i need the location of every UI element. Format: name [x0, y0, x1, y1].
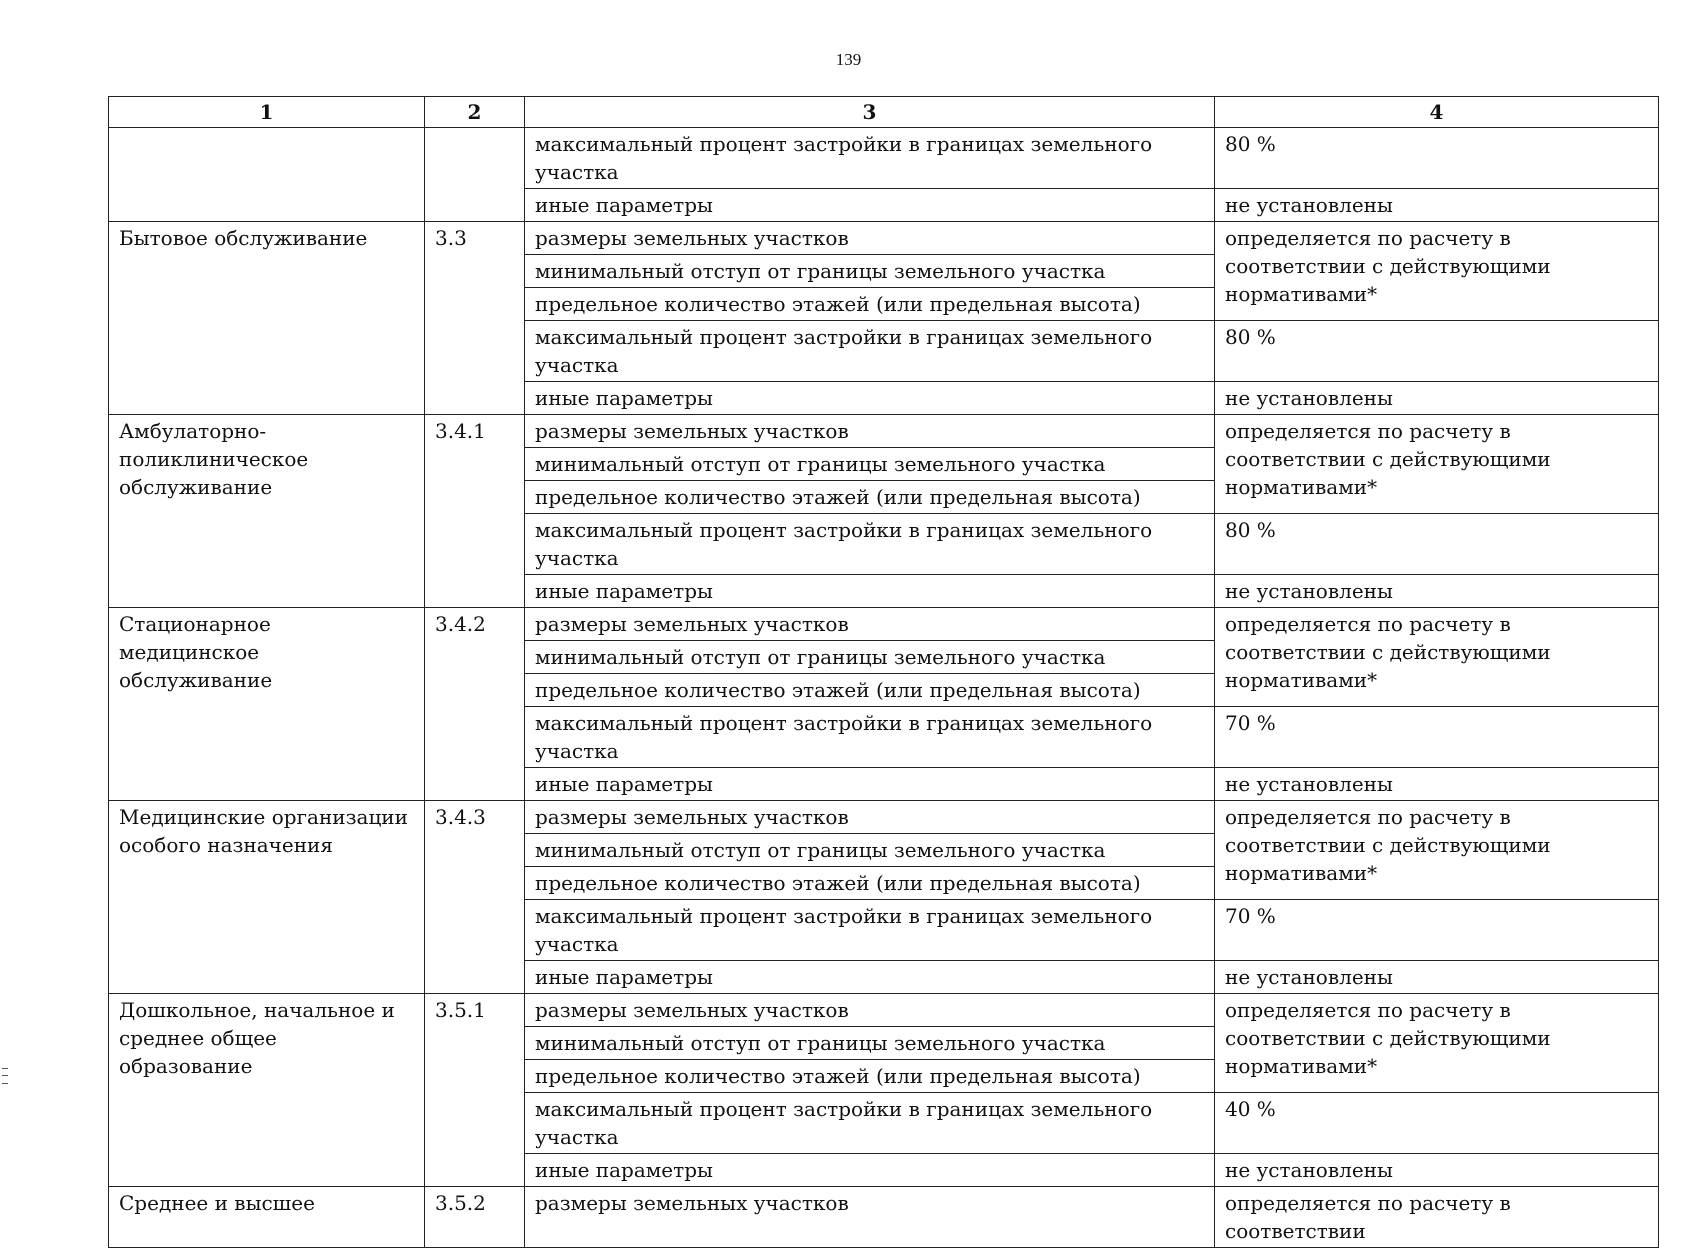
table-row	[109, 801, 1659, 834]
param-cell: размеры земельных участков	[525, 801, 1215, 834]
value-cell: не установлены	[1215, 382, 1659, 415]
param-cell: максимальный процент застройки в границах земельного участка	[525, 514, 1215, 575]
param-cell: иные параметры	[525, 575, 1215, 608]
param-cell: максимальный процент застройки в границах земельного участка	[525, 900, 1215, 961]
use-type-cell: Бытовое обслуживание	[109, 222, 425, 415]
code-cell: 3.4.1	[425, 415, 525, 608]
value-cell: определяется по расчету в соответствии с действующими нормативами*	[1215, 415, 1659, 514]
column-header-2: 2	[425, 97, 525, 128]
code-cell: 3.5.2	[425, 1187, 525, 1248]
param-cell: размеры земельных участков	[525, 222, 1215, 255]
value-cell: определяется по расчету в соответствии с действующими нормативами*	[1215, 994, 1659, 1093]
value-cell: 40 %	[1215, 1093, 1659, 1154]
code-cell	[425, 128, 525, 222]
table-header-row	[109, 97, 1659, 128]
value-cell: не установлены	[1215, 189, 1659, 222]
param-cell: размеры земельных участков	[525, 415, 1215, 448]
column-header-4: 4	[1215, 97, 1659, 128]
param-cell: иные параметры	[525, 961, 1215, 994]
param-cell: минимальный отступ от границы земельного участка	[525, 255, 1215, 288]
use-type-cell: Дошкольное, начальное и среднее общее образование	[109, 994, 425, 1187]
value-cell: 70 %	[1215, 900, 1659, 961]
param-cell: минимальный отступ от границы земельного участка	[525, 834, 1215, 867]
value-cell: определяется по расчету в соответствии	[1215, 1187, 1659, 1248]
value-cell: 80 %	[1215, 321, 1659, 382]
value-cell: не установлены	[1215, 575, 1659, 608]
table-row	[109, 1187, 1659, 1248]
column-header-3: 3	[525, 97, 1215, 128]
value-cell: 70 %	[1215, 707, 1659, 768]
param-cell: предельное количество этажей (или предельная высота)	[525, 1060, 1215, 1093]
param-cell: размеры земельных участков	[525, 994, 1215, 1027]
value-cell: не установлены	[1215, 768, 1659, 801]
value-cell: определяется по расчету в соответствии с действующими нормативами*	[1215, 801, 1659, 900]
code-cell: 3.3	[425, 222, 525, 415]
param-cell: размеры земельных участков	[525, 1187, 1215, 1248]
use-type-cell: Медицинские организации особого назначения	[109, 801, 425, 994]
param-cell: иные параметры	[525, 1154, 1215, 1187]
param-cell: максимальный процент застройки в границах земельного участка	[525, 707, 1215, 768]
param-cell: предельное количество этажей (или предельная высота)	[525, 481, 1215, 514]
regulations-table	[108, 96, 1659, 1248]
value-cell: 80 %	[1215, 128, 1659, 189]
param-cell: предельное количество этажей (или предельная высота)	[525, 867, 1215, 900]
param-cell: максимальный процент застройки в границах земельного участка	[525, 321, 1215, 382]
param-cell: размеры земельных участков	[525, 608, 1215, 641]
param-cell: минимальный отступ от границы земельного участка	[525, 1027, 1215, 1060]
param-cell: максимальный процент застройки в границах земельного участка	[525, 128, 1215, 189]
use-type-cell	[109, 128, 425, 222]
value-cell: не установлены	[1215, 1154, 1659, 1187]
value-cell: не установлены	[1215, 961, 1659, 994]
page-number: 139	[835, 50, 862, 69]
code-cell: 3.4.3	[425, 801, 525, 994]
table-row	[109, 994, 1659, 1027]
table-row	[109, 222, 1659, 255]
param-cell: минимальный отступ от границы земельного участка	[525, 448, 1215, 481]
param-cell: максимальный процент застройки в границах земельного участка	[525, 1093, 1215, 1154]
param-cell: иные параметры	[525, 382, 1215, 415]
binding-edge-mark	[2, 1068, 8, 1084]
param-cell: предельное количество этажей (или предельная высота)	[525, 288, 1215, 321]
value-cell: определяется по расчету в соответствии с действующими нормативами*	[1215, 222, 1659, 321]
value-cell: определяется по расчету в соответствии с действующими нормативами*	[1215, 608, 1659, 707]
table-row	[109, 608, 1659, 641]
param-cell: иные параметры	[525, 189, 1215, 222]
code-cell: 3.4.2	[425, 608, 525, 801]
param-cell: предельное количество этажей (или предельная высота)	[525, 674, 1215, 707]
use-type-cell: Амбулаторно-поликлиническое обслуживание	[109, 415, 425, 608]
use-type-cell: Среднее и высшее	[109, 1187, 425, 1248]
use-type-cell: Стационарное медицинское обслуживание	[109, 608, 425, 801]
param-cell: иные параметры	[525, 768, 1215, 801]
param-cell: минимальный отступ от границы земельного участка	[525, 641, 1215, 674]
code-cell: 3.5.1	[425, 994, 525, 1187]
value-cell: 80 %	[1215, 514, 1659, 575]
column-header-1: 1	[109, 97, 425, 128]
table-row	[109, 128, 1659, 189]
table-row	[109, 415, 1659, 448]
